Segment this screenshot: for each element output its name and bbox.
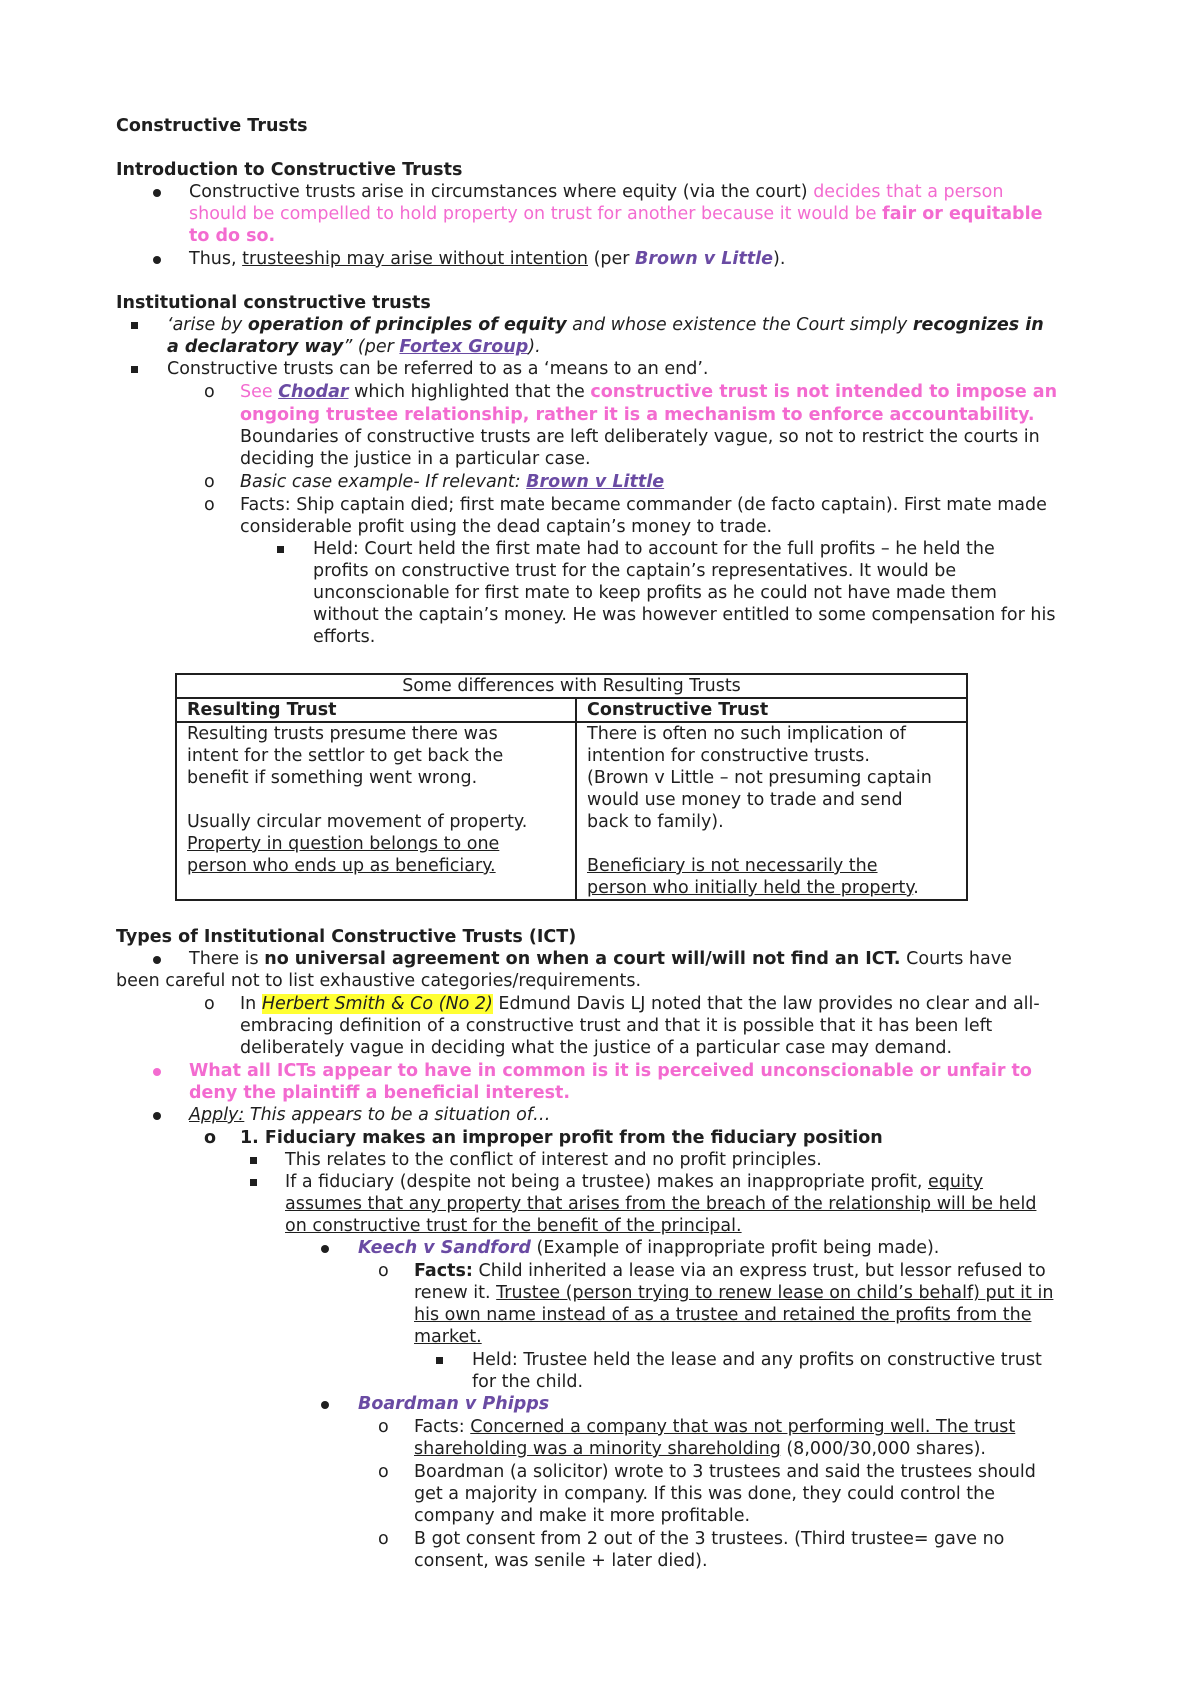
- common-line-1: What all ICTs appear to have in common is it is perceived unconscionable or unfair to: [189, 1061, 1032, 1081]
- institutional-heading: Institutional constructive trusts: [116, 293, 431, 313]
- bullet-circle: o: [204, 1128, 217, 1148]
- keech-held-line-1: Held: Trustee held the lease and any profits on constructive trust: [472, 1350, 1042, 1370]
- bullet-dot: [153, 1112, 161, 1120]
- bullet-dot: [153, 1068, 161, 1076]
- common-line-2: deny the plaintiff a beneficial interest.: [189, 1083, 571, 1103]
- boardman-2-line-2: get a majority in company. If this was done, they could control the: [414, 1484, 995, 1504]
- bullet-square: [131, 322, 138, 329]
- bullet-circle: o: [204, 382, 215, 402]
- boardman-2-line-1: Boardman (a solicitor) wrote to 3 trustees and said the trustees should: [414, 1462, 1036, 1482]
- held-line-4: without the captain’s money. He was however entitled to some compensation for his: [313, 605, 1056, 625]
- bullet-square: [277, 546, 284, 553]
- intro-heading: Introduction to Constructive Trusts: [116, 160, 463, 180]
- constructive-cell: There is often no such implication of intention for constructive trusts. (Brown v Little – not presuming captain would use money to trade and send back to family). Beneficiary is not necessarily the person who initially held the property.: [576, 722, 967, 900]
- document-title: Constructive Trusts: [116, 116, 308, 136]
- keech-facts-line-2: renew it. Trustee (person trying to renew lease on child’s behalf) put it in: [414, 1283, 1054, 1303]
- boardman-heading: Boardman v Phipps: [358, 1394, 550, 1414]
- chodar-line-2: ongoing trustee relationship, rather it is a mechanism to enforce accountability.: [240, 405, 1035, 425]
- apply-line: Apply: This appears to be a situation of…: [189, 1105, 551, 1125]
- bullet-square: [131, 366, 138, 373]
- held-line-2: profits on constructive trust for the captain’s representatives. It would be: [313, 561, 957, 581]
- bullet-dot: [321, 1245, 329, 1253]
- held-line-3: unconscionable for first mate to keep profits as he could not have made them: [313, 583, 997, 603]
- bullet-dot: [153, 256, 161, 264]
- types-heading: Types of Institutional Constructive Trusts (ICT): [116, 927, 577, 947]
- fiduciary-sub-2-line-1: If a fiduciary (despite not being a trustee) makes an inappropriate profit, equity: [285, 1172, 984, 1192]
- basic-case-line: Basic case example- If relevant: Brown v Little: [240, 472, 665, 492]
- herbert-smith-line-2: embracing definition of a constructive trust and that it is possible that it has been left: [240, 1016, 993, 1036]
- comparison-table: [175, 673, 968, 901]
- fiduciary-sub-2-line-2: assumes that any property that arises from the breach of the relationship will be held: [285, 1194, 1037, 1214]
- bullet-square: [250, 1179, 257, 1186]
- fiduciary-sub-2-line-3: on constructive trust for the benefit of the principal.: [285, 1216, 742, 1236]
- bullet-circle: o: [204, 495, 215, 515]
- types-bullet-1-line-2: been careful not to list exhaustive categories/requirements.: [116, 971, 642, 991]
- bullet-circle: o: [204, 472, 215, 492]
- intro-bullet-2: Thus, trusteeship may arise without intention (per Brown v Little).: [189, 249, 786, 269]
- facts-line-1: Facts: Ship captain died; first mate became commander (de facto captain). First mate made: [240, 495, 1047, 515]
- fiduciary-sub-1: This relates to the conflict of interest and no profit principles.: [285, 1150, 822, 1170]
- types-bullet-1-line-1: There is no universal agreement on when a court will/will not find an ICT. Courts have: [189, 949, 1012, 969]
- herbert-smith-line-3: deliberately vague in deciding what the justice of a particular case may demand.: [240, 1038, 953, 1058]
- held-line-1: Held: Court held the first mate had to account for the full profits – he held the: [313, 539, 995, 559]
- quote-line-1: ‘arise by operation of principles of equity and whose existence the Court simply recognizes in: [167, 315, 1044, 335]
- chodar-line-4: deciding the justice in a particular case.: [240, 449, 591, 469]
- keech-facts-line-1: Facts: Child inherited a lease via an express trust, but lessor refused to: [414, 1261, 1046, 1281]
- bullet-circle: o: [378, 1261, 389, 1281]
- means-to-end-text: Constructive trusts can be referred to as a ‘means to an end’.: [167, 359, 709, 379]
- bullet-dot: [153, 956, 161, 964]
- bullet-circle: o: [378, 1417, 389, 1437]
- held-line-5: efforts.: [313, 627, 376, 647]
- col-head-resulting: Resulting Trust: [176, 698, 576, 722]
- boardman-2-line-3: company and make it more profitable.: [414, 1506, 751, 1526]
- quote-line-2: a declaratory way” (per Fortex Group).: [167, 337, 541, 357]
- keech-facts-line-4: market.: [414, 1327, 482, 1347]
- boardman-facts-line-2: shareholding was a minority shareholding (8,000/30,000 shares).: [414, 1439, 986, 1459]
- fiduciary-heading: 1. Fiduciary makes an improper profit from the fiduciary position: [240, 1128, 883, 1148]
- col-head-constructive: Constructive Trust: [576, 698, 967, 722]
- facts-line-2: considerable profit using the dead captain’s money to trade.: [240, 517, 773, 537]
- keech-line: Keech v Sandford (Example of inappropriate profit being made).: [358, 1238, 940, 1258]
- chodar-line-3: Boundaries of constructive trusts are left deliberately vague, so not to restrict the courts in: [240, 427, 1040, 447]
- bullet-dot: [321, 1401, 329, 1409]
- bullet-circle: o: [378, 1529, 389, 1549]
- chodar-line-1: See Chodar which highlighted that the constructive trust is not intended to impose an: [240, 382, 1058, 402]
- bullet-dot: [153, 189, 161, 197]
- bullet-circle: o: [378, 1462, 389, 1482]
- herbert-smith-line-1: In Herbert Smith & Co (No 2) Edmund Davis LJ noted that the law provides no clear and all-: [240, 994, 1040, 1014]
- keech-facts-line-3: his own name instead of as a trustee and retained the profits from the: [414, 1305, 1032, 1325]
- boardman-3-line-2: consent, was senile + later died).: [414, 1551, 708, 1571]
- resulting-cell: Resulting trusts presume there was intent for the settlor to get back the benefit if something went wrong. Usually circular movement of property. Property in question belongs to one person who ends up as beneficiary.: [176, 722, 576, 900]
- bullet-square: [436, 1357, 443, 1364]
- boardman-3-line-1: B got consent from 2 out of the 3 trustees. (Third trustee= gave no: [414, 1529, 1005, 1549]
- table-title: Some differences with Resulting Trusts: [176, 674, 967, 698]
- boardman-facts-line-1: Facts: Concerned a company that was not performing well. The trust: [414, 1417, 1016, 1437]
- keech-held-line-2: for the child.: [472, 1372, 584, 1392]
- bullet-circle: o: [204, 994, 215, 1014]
- intro-bullet-1-line-3: to do so.: [189, 226, 276, 246]
- intro-bullet-1-line-2: should be compelled to hold property on trust for another because it would be fair or equitable: [189, 204, 1043, 224]
- bullet-square: [250, 1157, 257, 1164]
- intro-bullet-1-line-1: Constructive trusts arise in circumstances where equity (via the court) decides that a person: [189, 182, 1004, 202]
